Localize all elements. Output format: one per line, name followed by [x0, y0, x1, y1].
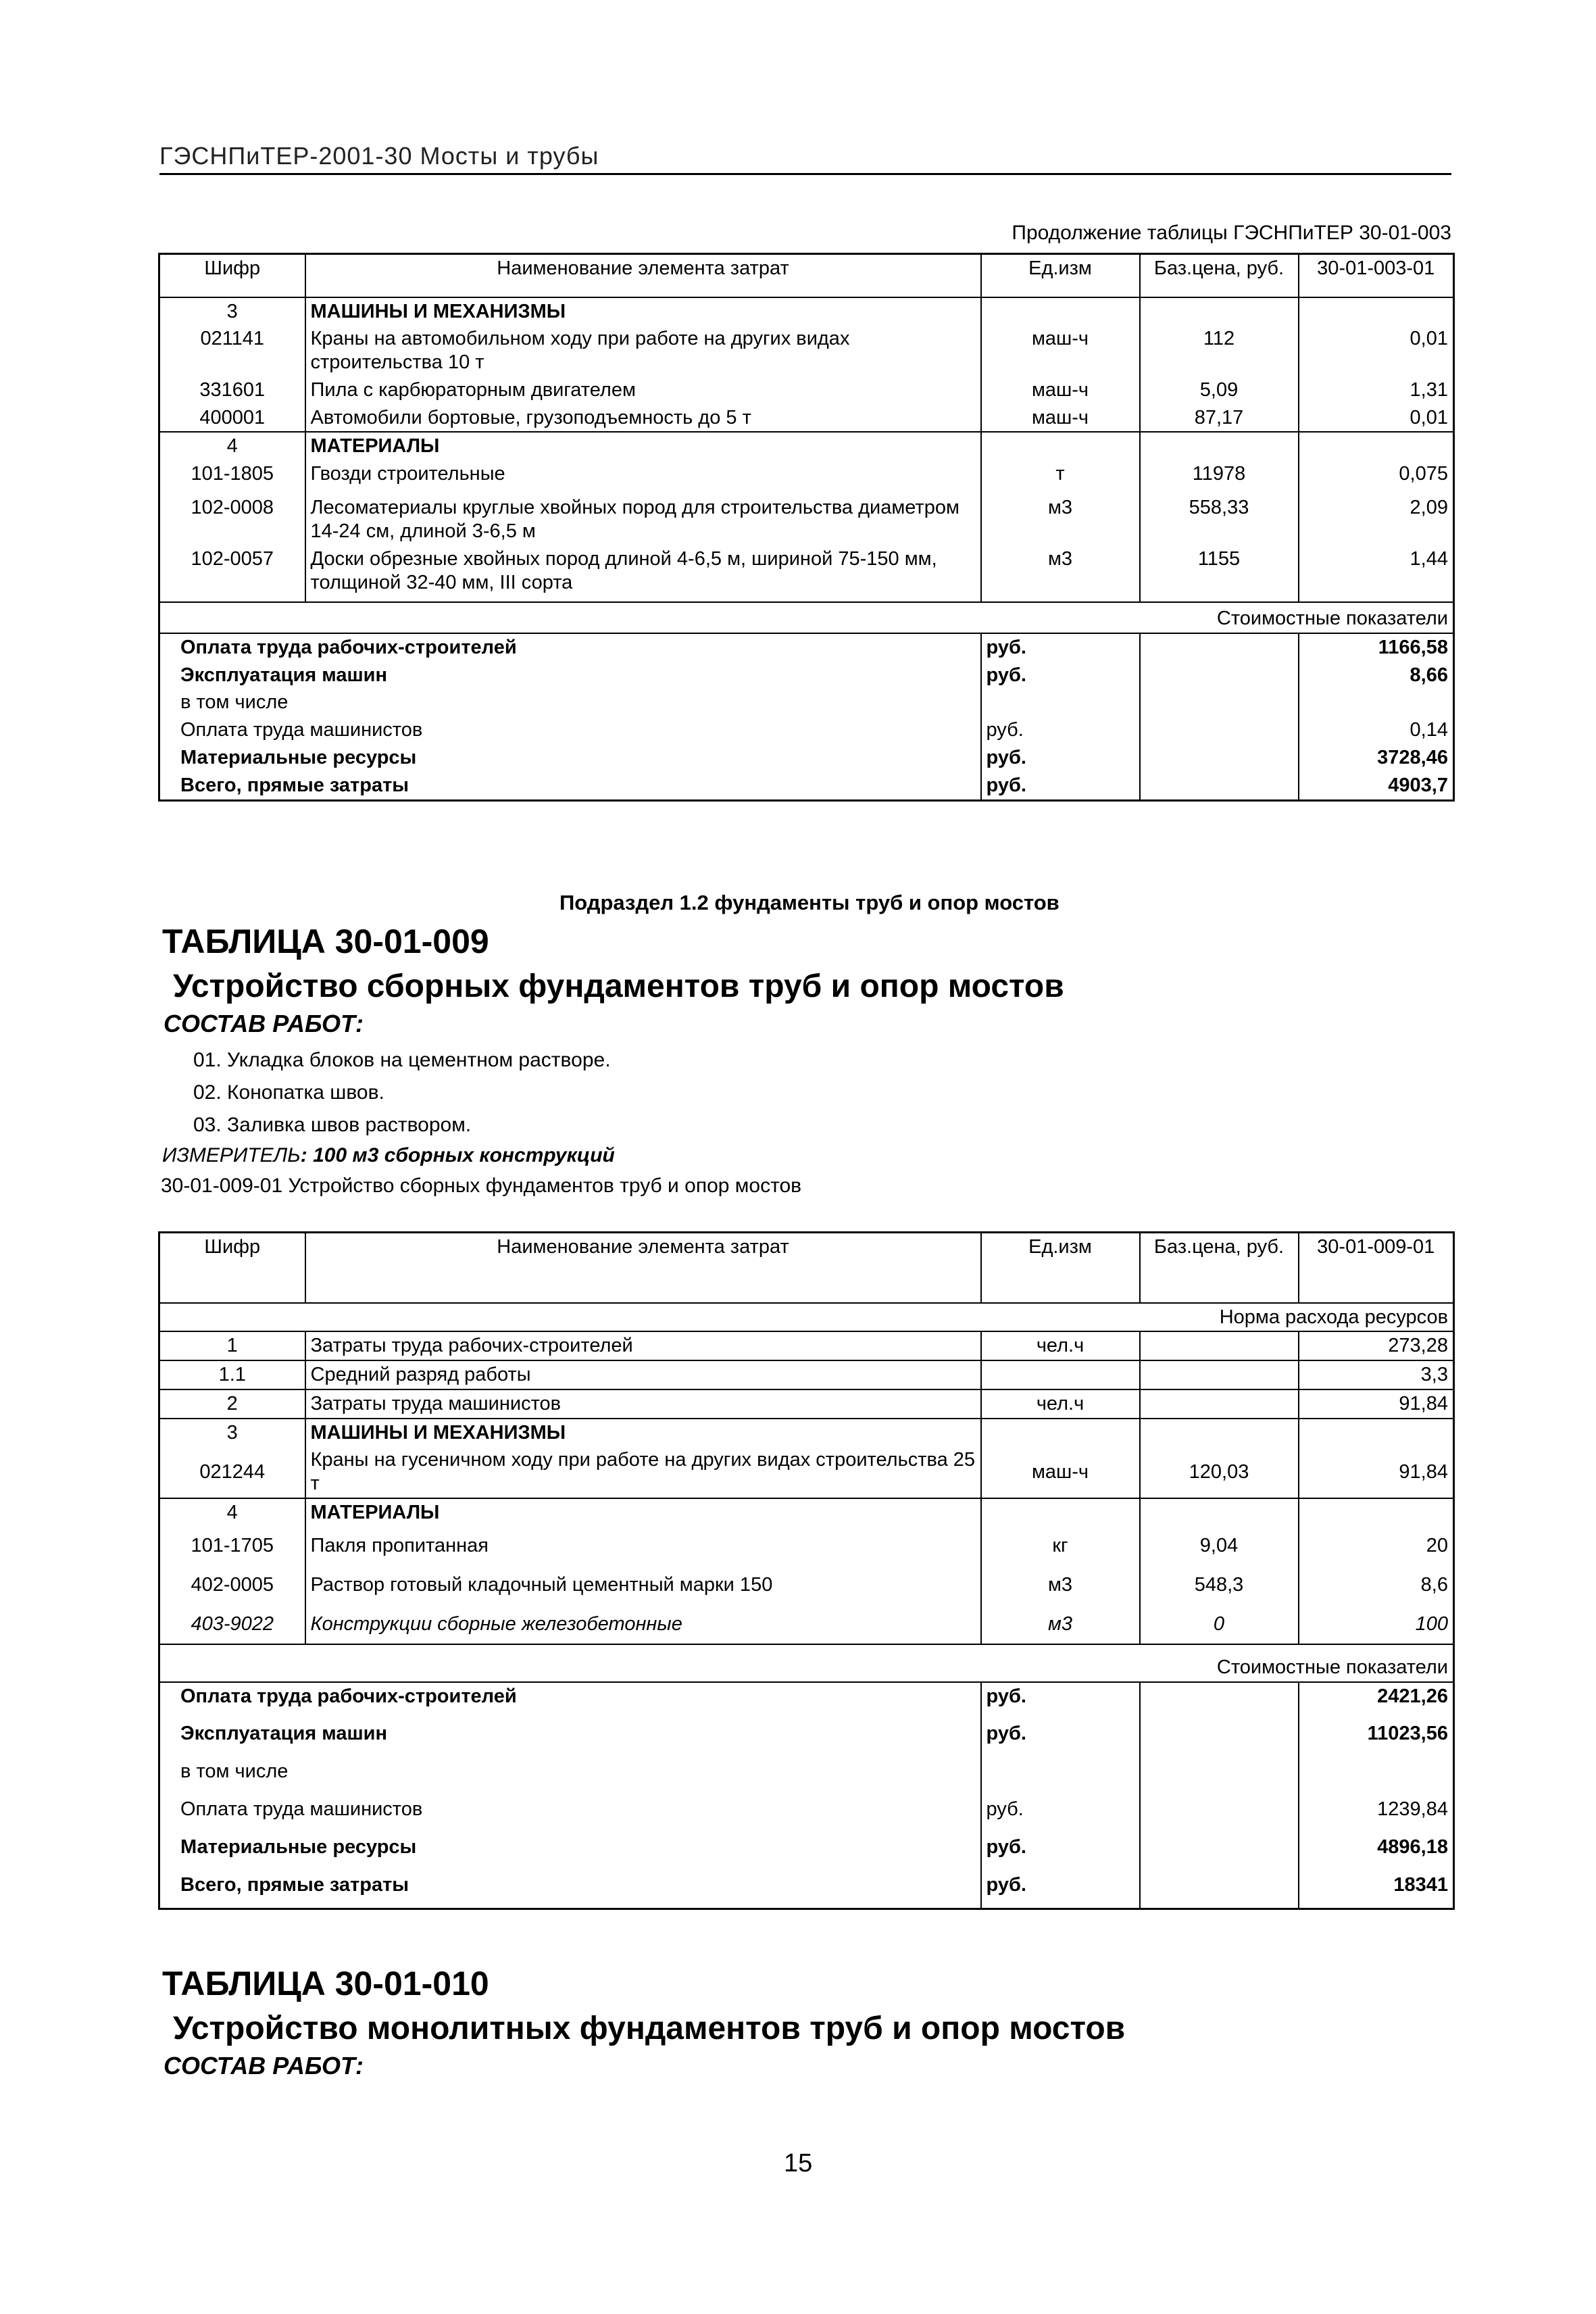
- row-code: 021141: [159, 325, 305, 376]
- cost-unit: руб.: [981, 1720, 1140, 1758]
- col-header-price: Баз.цена, руб.: [1140, 1233, 1299, 1303]
- row-name: Доски обрезные хвойных пород длиной 4-6,5 м, шириной 75-150 мм, толщиной 32-40 мм, III сорта: [305, 545, 981, 602]
- table-title-009: ТАБЛИЦА 30-01-009: [162, 922, 489, 960]
- cost-unit: [981, 1758, 1140, 1796]
- cost-label: Оплата труда машинистов: [159, 1796, 981, 1833]
- cost-label: Всего, прямые затраты: [159, 1871, 981, 1909]
- section-row: [159, 1419, 1454, 1447]
- section-code: 3: [159, 1419, 305, 1447]
- row-unit: кг: [981, 1527, 1140, 1566]
- row-value: 1,44: [1410, 547, 1448, 570]
- cost-row: [159, 1871, 1454, 1909]
- work-item: 02. Конопатка швов.: [193, 1081, 384, 1104]
- table-row: [159, 1605, 1454, 1644]
- cost-value: 4903,7: [1388, 774, 1448, 796]
- row-price: 11978: [1140, 460, 1299, 494]
- section-title: МАШИНЫ И МЕХАНИЗМЫ: [305, 297, 981, 326]
- page-number: 15: [784, 2149, 813, 2177]
- row-unit: [981, 1360, 1140, 1389]
- table-row: [159, 1566, 1454, 1605]
- row-price: 1155: [1140, 545, 1299, 602]
- cost-label: Материальные ресурсы: [159, 1833, 981, 1871]
- cost-row: [159, 633, 1454, 662]
- row-unit: маш-ч: [981, 1446, 1140, 1498]
- measure-label: ИЗМЕРИТЕЛЬ: [162, 1144, 301, 1166]
- row-code: 1: [159, 1331, 305, 1360]
- col-header-value: 30-01-009-01: [1299, 1233, 1454, 1303]
- cost-label: в том числе: [159, 689, 981, 716]
- cost-label: Оплата труда рабочих-строителей: [159, 1682, 981, 1720]
- subsection-title: Подраздел 1.2 фундаменты труб и опор мостов: [559, 891, 1059, 914]
- cost-row: [159, 662, 1454, 689]
- section-row: [159, 1498, 1454, 1527]
- cost-value: 11023,56: [1367, 1722, 1448, 1744]
- row-value: 273,28: [1299, 1331, 1454, 1360]
- section-title: МАТЕРИАЛЫ: [305, 432, 981, 460]
- cost-header-row: [159, 602, 1454, 633]
- row-price: [1140, 1389, 1299, 1419]
- table-row: [159, 1527, 1454, 1566]
- row-price: 558,33: [1140, 494, 1299, 545]
- row-price: 112: [1140, 325, 1299, 376]
- table-row: [159, 1331, 1454, 1360]
- row-value: 8,6: [1420, 1574, 1448, 1596]
- col-header-unit: Ед.изм: [981, 1233, 1140, 1303]
- cost-unit: [981, 689, 1140, 716]
- cost-value: 18341: [1393, 1873, 1448, 1896]
- sostav-label-010: СОСТАВ РАБОТ:: [164, 2052, 364, 2079]
- cost-unit: руб.: [981, 633, 1140, 662]
- cost-unit: руб.: [981, 1833, 1140, 1871]
- cost-value: 0,14: [1410, 719, 1448, 741]
- cost-label: Эксплуатация машин: [159, 1720, 981, 1758]
- row-name: Гвозди строительные: [305, 460, 981, 494]
- section-code: 4: [159, 432, 305, 460]
- cost-value: [1299, 689, 1454, 716]
- row-unit: т: [981, 460, 1140, 494]
- row-unit: чел.ч: [981, 1389, 1140, 1419]
- row-price: 5,09: [1140, 376, 1299, 404]
- cost-value: 1239,84: [1377, 1798, 1448, 1820]
- cost-label: Эксплуатация машин: [159, 662, 981, 689]
- row-name: Затраты труда рабочих-строителей: [305, 1331, 981, 1360]
- cost-value: 2421,26: [1377, 1685, 1448, 1707]
- row-price: 9,04: [1140, 1527, 1299, 1566]
- row-name: Конструкции сборные железобетонные: [305, 1605, 981, 1644]
- cost-unit: руб.: [981, 1796, 1140, 1833]
- cost-label: Оплата труда машинистов: [159, 716, 981, 744]
- cost-row: [159, 716, 1454, 744]
- row-code: 400001: [159, 404, 305, 433]
- col-header-name: Наименование элемента затрат: [305, 254, 981, 297]
- cost-label: Всего, прямые затраты: [159, 772, 981, 800]
- row-value: 2,09: [1410, 497, 1448, 519]
- cost-row: [159, 772, 1454, 800]
- row-name: Пакля пропитанная: [305, 1527, 981, 1566]
- row-name: Лесоматериалы круглые хвойных пород для строительства диаметром 14-24 см, длиной 3-6,5 м: [305, 494, 981, 545]
- row-unit: маш-ч: [981, 404, 1140, 433]
- table-row: [159, 1446, 1454, 1498]
- table-title-010: ТАБЛИЦА 30-01-010: [162, 1965, 489, 2002]
- cost-row: [159, 1796, 1454, 1833]
- code-line: 30-01-009-01 Устройство сборных фундаментов труб и опор мостов: [161, 1175, 802, 1197]
- row-code: 403-9022: [159, 1605, 305, 1644]
- cost-row: [159, 689, 1454, 716]
- row-name: Раствор готовый кладочный цементный марки 150: [305, 1566, 981, 1605]
- cost-unit: руб.: [981, 1682, 1140, 1720]
- row-unit: маш-ч: [981, 376, 1140, 404]
- row-value: 91,84: [1399, 1460, 1448, 1483]
- cost-value: 8,66: [1410, 664, 1448, 686]
- cost-value: 3728,46: [1377, 747, 1448, 769]
- row-name: Затраты труда машинистов: [305, 1389, 981, 1419]
- section-title: МАШИНЫ И МЕХАНИЗМЫ: [305, 1419, 981, 1447]
- col-header-value: 30-01-003-01: [1299, 254, 1454, 297]
- row-value: 1,31: [1410, 378, 1448, 401]
- row-value: 0,075: [1399, 463, 1448, 485]
- table-row: [159, 460, 1454, 494]
- row-name: Краны на автомобильном ходу при работе на других видах строительства 10 т: [305, 325, 981, 376]
- table-row: [159, 325, 1454, 376]
- row-price: [1140, 1360, 1299, 1389]
- row-name: Средний разряд работы: [305, 1360, 981, 1389]
- col-header-price: Баз.цена, руб.: [1140, 254, 1299, 297]
- table-header-row: [159, 1233, 1454, 1303]
- row-name: Автомобили бортовые, грузоподъемность до 5 т: [305, 404, 981, 433]
- row-code: 2: [159, 1389, 305, 1419]
- row-price: [1140, 1331, 1299, 1360]
- table-row: [159, 1360, 1454, 1389]
- row-price: 548,3: [1140, 1566, 1299, 1605]
- table-header-row: [159, 254, 1454, 297]
- row-code: 331601: [159, 376, 305, 404]
- measure-line: [162, 1144, 615, 1167]
- row-value: 0,01: [1410, 328, 1448, 350]
- table-30-01-003: [158, 253, 1455, 802]
- row-value: 3,3: [1299, 1360, 1454, 1389]
- table-subtitle-010: Устройство монолитных фундаментов труб и опор мостов: [173, 2011, 1126, 2046]
- cost-header: Стоимостные показатели: [159, 602, 1454, 633]
- cost-row: [159, 744, 1454, 772]
- table-row: [159, 404, 1454, 433]
- row-name: Пила с карбюраторным двигателем: [305, 376, 981, 404]
- work-item: 01. Укладка блоков на цементном растворе.: [193, 1049, 611, 1071]
- cost-row: [159, 1682, 1454, 1720]
- table-row: [159, 1389, 1454, 1419]
- row-code: 101-1805: [159, 460, 305, 494]
- cost-label: Оплата труда рабочих-строителей: [159, 633, 981, 662]
- row-price: 120,03: [1140, 1446, 1299, 1498]
- cost-unit: руб.: [981, 716, 1140, 744]
- cost-value: 1166,58: [1378, 636, 1448, 658]
- cost-label: Материальные ресурсы: [159, 744, 981, 772]
- table-row: [159, 376, 1454, 404]
- table-subtitle-009: Устройство сборных фундаментов труб и опор мостов: [173, 968, 1064, 1004]
- row-unit: м3: [981, 545, 1140, 602]
- section-code: 3: [159, 297, 305, 326]
- row-code: 101-1705: [159, 1527, 305, 1566]
- col-header-unit: Ед.изм: [981, 254, 1140, 297]
- col-header-code: Шифр: [159, 1233, 305, 1303]
- cost-value: 4896,18: [1377, 1836, 1448, 1858]
- sostav-label-009: СОСТАВ РАБОТ:: [164, 1010, 364, 1037]
- table-30-01-009: [158, 1231, 1455, 1910]
- row-unit: маш-ч: [981, 325, 1140, 376]
- row-code: 402-0005: [159, 1566, 305, 1605]
- cost-unit: руб.: [981, 662, 1140, 689]
- continuation-note: Продолжение таблицы ГЭСНПиТЕР 30-01-003: [1012, 222, 1451, 244]
- cost-row: [159, 1758, 1454, 1796]
- row-price: 0: [1140, 1605, 1299, 1644]
- row-code: 102-0008: [159, 494, 305, 545]
- row-value: 20: [1426, 1535, 1448, 1557]
- cost-unit: руб.: [981, 744, 1140, 772]
- row-code: 102-0057: [159, 545, 305, 602]
- row-value: 91,84: [1299, 1389, 1454, 1419]
- work-item: 03. Заливка швов раствором.: [193, 1114, 472, 1136]
- cost-value: [1299, 1758, 1454, 1796]
- row-code: 021244: [159, 1446, 305, 1498]
- row-value: 0,01: [1410, 406, 1448, 428]
- cost-header-row: [159, 1644, 1454, 1682]
- cost-row: [159, 1833, 1454, 1871]
- row-price: 87,17: [1140, 404, 1299, 433]
- table-row: [159, 545, 1454, 602]
- row-unit: м3: [981, 1605, 1140, 1644]
- running-header: ГЭСНПиТЕР-2001-30 Мосты и трубы: [159, 142, 1451, 175]
- section-row: [159, 432, 1454, 460]
- norm-header-row: [159, 1303, 1454, 1332]
- cost-header: Стоимостные показатели: [159, 1644, 1454, 1682]
- row-value: 100: [1415, 1613, 1448, 1635]
- row-code: 1.1: [159, 1360, 305, 1389]
- row-unit: м3: [981, 1566, 1140, 1605]
- section-title: МАТЕРИАЛЫ: [305, 1498, 981, 1527]
- table-row: [159, 494, 1454, 545]
- section-row: [159, 297, 1454, 326]
- cost-unit: руб.: [981, 1871, 1140, 1909]
- section-code: 4: [159, 1498, 305, 1527]
- norm-header: Норма расхода ресурсов: [159, 1303, 1454, 1332]
- col-header-name: Наименование элемента затрат: [305, 1233, 981, 1303]
- col-header-code: Шифр: [159, 254, 305, 297]
- cost-row: [159, 1720, 1454, 1758]
- cost-label: в том числе: [159, 1758, 981, 1796]
- row-unit: чел.ч: [981, 1331, 1140, 1360]
- cost-unit: руб.: [981, 772, 1140, 800]
- row-name: Краны на гусеничном ходу при работе на других видах строительства 25 т: [305, 1446, 981, 1498]
- row-unit: м3: [981, 494, 1140, 545]
- measure-value: : 100 м3 сборных конструкций: [300, 1144, 615, 1166]
